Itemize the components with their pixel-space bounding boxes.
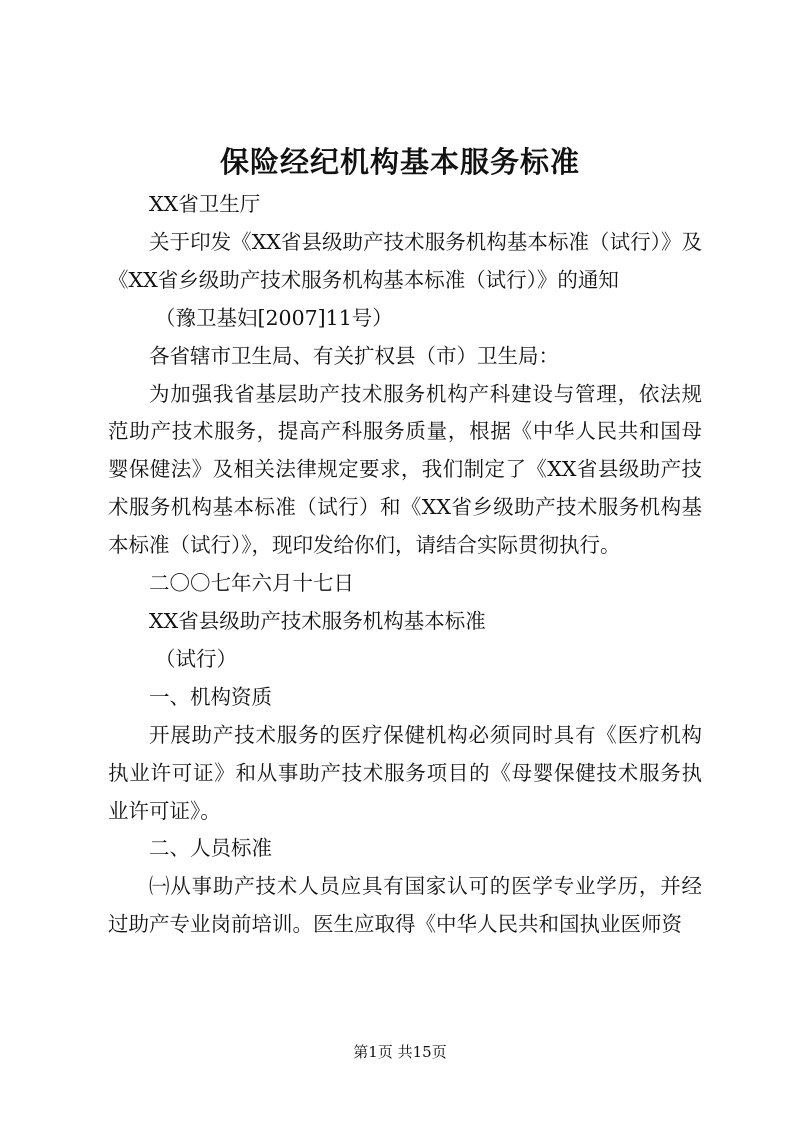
section-heading-personnel: 二、人员标准 bbox=[149, 836, 272, 861]
paragraph-standard-title: XX省县级助产技术服务机构基本标准 bbox=[149, 608, 486, 633]
paragraph-trial-label: （试行） bbox=[155, 646, 237, 671]
paragraph-recipients: 各省辖市卫生局、有关扩权县（市）卫生局： bbox=[149, 343, 559, 368]
paragraph-date: 二〇〇七年六月十七日 bbox=[149, 571, 354, 596]
paragraph-document-number: （豫卫基妇[2007]11号） bbox=[155, 305, 393, 330]
document-body bbox=[108, 186, 702, 944]
paragraph-notice-body: 为加强我省基层助产技术服务机构产科建设与管理，依法规范助产技术服务，提高产科服务质量，根据《中华人民共和国母婴保健法》及相关法律规定要求，我们制定了《XX省县级助产技术服务机构基本标准（试行）和《XX省乡级助产技术服务机构基本标准（试行）》，现印发给你们，请结合实际贯彻执行。 bbox=[108, 381, 702, 558]
document-title: 保险经纪机构基本服务标准 bbox=[219, 145, 580, 179]
page-number: 第1页 共15页 bbox=[353, 1043, 447, 1061]
paragraph-notice-heading: 关于印发《XX省县级助产技术服务机构基本标准（试行）》及《XX省乡级助产技术服务机构基本标准（试行）》的通知 bbox=[108, 229, 702, 292]
paragraph-issuer: XX省卫生厅 bbox=[149, 192, 261, 216]
section-heading-qualification: 一、机构资质 bbox=[149, 684, 272, 709]
paragraph-personnel: ㈠从事助产技术人员应具有国家认可的医学专业学历，并经过助产专业岗前培训。医生应取得《中华人民共和国执业医师资 bbox=[108, 874, 702, 937]
paragraph-qualification: 开展助产技术服务的医疗保健机构必须同时具有《医疗机构执业许可证》和从事助产技术服务项目的《母婴保健技术服务执业许可证》。 bbox=[108, 722, 702, 823]
